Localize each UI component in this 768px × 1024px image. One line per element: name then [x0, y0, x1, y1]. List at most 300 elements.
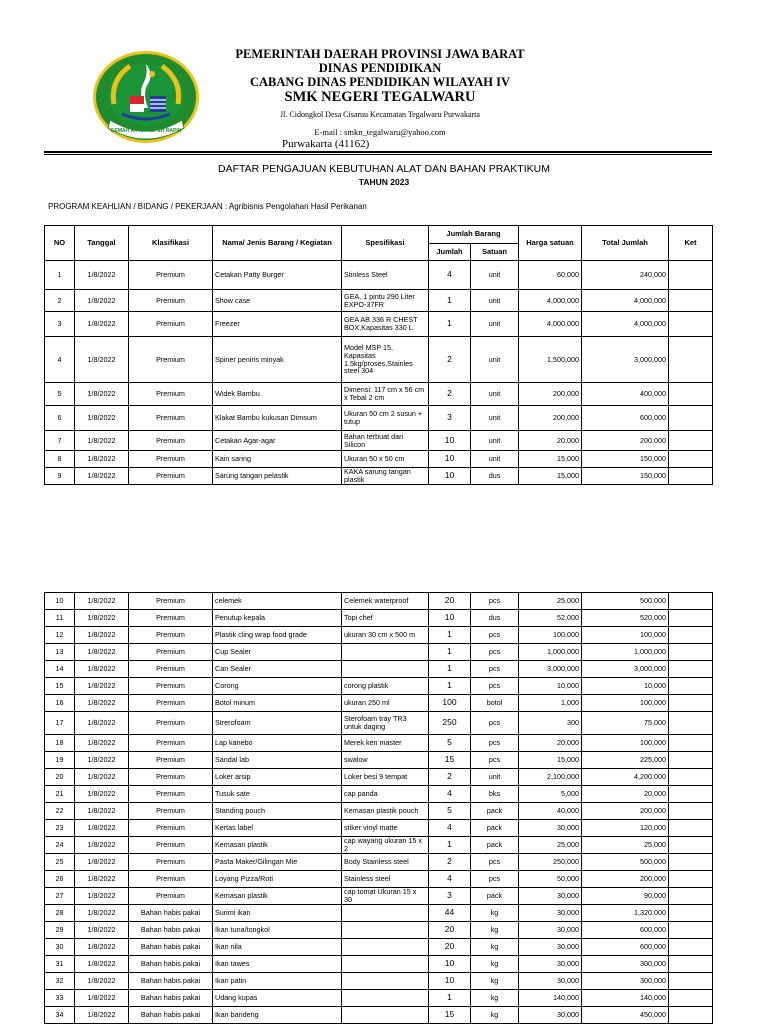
cell-jml: 3: [429, 888, 471, 905]
cell-total: 100,000: [582, 695, 669, 712]
table-row: [45, 661, 713, 678]
header-jumlah-barang: Jumlah Barang: [429, 226, 519, 244]
cell-nama: Can Sealer: [213, 661, 342, 678]
cell-sat: unit: [471, 312, 519, 337]
table-row: [45, 712, 713, 735]
table-row: [45, 261, 713, 290]
cell-nama: Loyang Pizza/Roti: [213, 871, 342, 888]
cell-no: 9: [45, 468, 75, 485]
cell-tgl: 1/8/2022: [75, 820, 129, 837]
cell-harga: 200,000: [519, 406, 582, 431]
cell-spek: [342, 661, 429, 678]
table-row: [45, 888, 713, 905]
cell-nama: Plastik cling wrap food grade: [213, 627, 342, 644]
school-address: Jl. Cidongkol Desa Cisaruu Kecamatan Tegalwaru Purwakarta: [280, 110, 480, 119]
cell-harga: 30,000: [519, 973, 582, 990]
cell-sat: kg: [471, 990, 519, 1007]
cell-no: 29: [45, 922, 75, 939]
cell-nama: Kertas label: [213, 820, 342, 837]
cell-tgl: 1/8/2022: [75, 431, 129, 451]
cell-spek: Dimensi: 117 cm x 56 cm x Tebal 2 cm: [342, 383, 429, 406]
table-row: [45, 735, 713, 752]
cell-spek: stiker vinyl matte: [342, 820, 429, 837]
table-row: [45, 752, 713, 769]
cell-harga: 250,000: [519, 854, 582, 871]
cell-sat: pcs: [471, 735, 519, 752]
cell-nama: Klakat Bambu kukusan Dimsum: [213, 406, 342, 431]
cell-sat: pcs: [471, 627, 519, 644]
cell-nama: Pasta Maker/Gilingan Mie: [213, 854, 342, 871]
cell-ket: [669, 888, 713, 905]
cell-jml: 15: [429, 752, 471, 769]
cell-no: 32: [45, 973, 75, 990]
letterhead-rule-thick: [44, 151, 712, 153]
table-row: [45, 871, 713, 888]
cell-ket: [669, 610, 713, 627]
school-name: SMK NEGERI TEGALWARU: [284, 89, 476, 105]
cell-ket: [669, 905, 713, 922]
table-row: [45, 451, 713, 468]
cell-spek: Celemek waterproof: [342, 593, 429, 610]
cell-spek: Bahan terbuat dari Silicon: [342, 431, 429, 451]
cell-kls: Premium: [129, 871, 213, 888]
cell-total: 600,000: [582, 939, 669, 956]
table-row: [45, 939, 713, 956]
cell-nama: Sarung tangan pelastik: [213, 468, 342, 485]
cell-kls: Premium: [129, 695, 213, 712]
cell-ket: [669, 752, 713, 769]
cell-sat: unit: [471, 261, 519, 290]
cell-sat: unit: [471, 406, 519, 431]
cell-nama: Show case: [213, 290, 342, 312]
cell-total: 400,000: [582, 383, 669, 406]
cell-no: 6: [45, 406, 75, 431]
cell-jml: 1: [429, 837, 471, 854]
cell-total: 3,000,000: [582, 661, 669, 678]
cell-no: 22: [45, 803, 75, 820]
cell-total: 20,000: [582, 786, 669, 803]
cell-spek: Model MSP 15, Kapasitas 1.5kg/proses,Stainles steel 304: [342, 337, 429, 383]
cell-spek: Ukuran 50 x 50 cm: [342, 451, 429, 468]
cell-spek: cap tomat Ukuran 15 x 30: [342, 888, 429, 905]
cell-kls: Premium: [129, 644, 213, 661]
cell-sat: pcs: [471, 752, 519, 769]
cell-no: 10: [45, 593, 75, 610]
cell-kls: Bahan habis pakai: [129, 939, 213, 956]
table-row: [45, 786, 713, 803]
cell-sat: dus: [471, 468, 519, 485]
header-spesifikasi: Spesifikasi: [342, 226, 429, 261]
cell-total: 600,000: [582, 406, 669, 431]
header-nama: Nama/ Jenis Barang / Kegiatan: [213, 226, 342, 261]
table-row: [45, 678, 713, 695]
cell-kls: Premium: [129, 593, 213, 610]
cell-total: 90,000: [582, 888, 669, 905]
table-row: [45, 695, 713, 712]
cell-ket: [669, 712, 713, 735]
cell-nama: Cup Sealer: [213, 644, 342, 661]
cell-kls: Premium: [129, 451, 213, 468]
cell-harga: 15,000: [519, 451, 582, 468]
header-no: NO: [45, 226, 75, 261]
cell-ket: [669, 854, 713, 871]
cell-sat: unit: [471, 769, 519, 786]
cell-no: 21: [45, 786, 75, 803]
cell-jml: 2: [429, 383, 471, 406]
cell-kls: Premium: [129, 769, 213, 786]
cell-no: 26: [45, 871, 75, 888]
cell-kls: Premium: [129, 752, 213, 769]
cell-spek: [342, 956, 429, 973]
cell-harga: 300: [519, 712, 582, 735]
cell-jml: 4: [429, 261, 471, 290]
cell-kls: Bahan habis pakai: [129, 1007, 213, 1024]
cell-jml: 1: [429, 312, 471, 337]
cell-spek: ukuran 250 ml: [342, 695, 429, 712]
cell-no: 20: [45, 769, 75, 786]
cell-jml: 3: [429, 406, 471, 431]
cell-nama: Cetakan Patty Burger: [213, 261, 342, 290]
cell-kls: Bahan habis pakai: [129, 905, 213, 922]
cell-tgl: 1/8/2022: [75, 644, 129, 661]
cell-kls: Bahan habis pakai: [129, 973, 213, 990]
cell-harga: 30,000: [519, 956, 582, 973]
cell-nama: Ikan bandeng: [213, 1007, 342, 1024]
cell-nama: Loker arsip: [213, 769, 342, 786]
cell-no: 23: [45, 820, 75, 837]
cell-total: 200,000: [582, 431, 669, 451]
cell-total: 140,000: [582, 990, 669, 1007]
cell-kls: Premium: [129, 803, 213, 820]
cell-total: 10,000: [582, 678, 669, 695]
cell-ket: [669, 451, 713, 468]
gov-line: PEMERINTAH DAERAH PROVINSI JAWA BARAT: [235, 47, 525, 61]
table-row: [45, 922, 713, 939]
cell-tgl: 1/8/2022: [75, 290, 129, 312]
cell-total: 1,000,000: [582, 644, 669, 661]
cell-tgl: 1/8/2022: [75, 593, 129, 610]
cell-ket: [669, 956, 713, 973]
cell-nama: Kemasan plastik: [213, 837, 342, 854]
table-row: [45, 769, 713, 786]
cell-tgl: 1/8/2022: [75, 451, 129, 468]
cell-tgl: 1/8/2022: [75, 769, 129, 786]
cell-jml: 15: [429, 1007, 471, 1024]
table-row: [45, 803, 713, 820]
cell-total: 150,000: [582, 451, 669, 468]
cell-kls: Premium: [129, 468, 213, 485]
cell-kls: Premium: [129, 431, 213, 451]
cell-tgl: 1/8/2022: [75, 712, 129, 735]
cell-nama: Widek Bambu: [213, 383, 342, 406]
cell-tgl: 1/8/2022: [75, 990, 129, 1007]
cell-no: 13: [45, 644, 75, 661]
cell-no: 34: [45, 1007, 75, 1024]
cell-harga: 1,000: [519, 695, 582, 712]
cell-harga: 30,000: [519, 939, 582, 956]
cell-jml: 10: [429, 973, 471, 990]
cell-no: 7: [45, 431, 75, 451]
cell-harga: 2,100,000: [519, 769, 582, 786]
cell-harga: 30,000: [519, 1007, 582, 1024]
cell-nama: celemek: [213, 593, 342, 610]
cell-tgl: 1/8/2022: [75, 735, 129, 752]
table-row: [45, 383, 713, 406]
cell-ket: [669, 939, 713, 956]
cell-tgl: 1/8/2022: [75, 922, 129, 939]
cell-kls: Premium: [129, 627, 213, 644]
cell-tgl: 1/8/2022: [75, 837, 129, 854]
cell-spek: [342, 939, 429, 956]
cell-tgl: 1/8/2022: [75, 383, 129, 406]
table-row: [45, 990, 713, 1007]
cell-spek: Body Stainless steel: [342, 854, 429, 871]
cell-total: 240,000: [582, 261, 669, 290]
cell-kls: Premium: [129, 406, 213, 431]
cell-ket: [669, 820, 713, 837]
cell-total: 100,000: [582, 735, 669, 752]
table-row: [45, 431, 713, 451]
cell-jml: 20: [429, 939, 471, 956]
cell-total: 4,000,000: [582, 312, 669, 337]
cell-no: 25: [45, 854, 75, 871]
cell-nama: Freezer: [213, 312, 342, 337]
branch-line: CABANG DINAS PENDIDIKAN WILAYAH IV: [249, 75, 510, 89]
cell-total: 500,000: [582, 854, 669, 871]
cell-spek: GEA AB 336 R CHEST BOX,Kapasitas 330 L: [342, 312, 429, 337]
cell-tgl: 1/8/2022: [75, 956, 129, 973]
cell-sat: pcs: [471, 593, 519, 610]
cell-ket: [669, 990, 713, 1007]
cell-jml: 44: [429, 905, 471, 922]
cell-no: 27: [45, 888, 75, 905]
cell-no: 2: [45, 290, 75, 312]
cell-nama: Udang kupas: [213, 990, 342, 1007]
header-ket: Ket: [669, 226, 713, 261]
cell-sat: bks: [471, 786, 519, 803]
cell-harga: 30,000: [519, 888, 582, 905]
cell-nama: Cetakan Agar-agar: [213, 431, 342, 451]
cell-spek: Topi chef: [342, 610, 429, 627]
cell-ket: [669, 786, 713, 803]
cell-no: 11: [45, 610, 75, 627]
school-email: E-mail : smkn_tegalwaru@yahoo.com: [314, 127, 446, 137]
cell-jml: 10: [429, 468, 471, 485]
cell-kls: Bahan habis pakai: [129, 922, 213, 939]
cell-ket: [669, 627, 713, 644]
cell-kls: Premium: [129, 312, 213, 337]
cell-nama: Surimi ikan: [213, 905, 342, 922]
cell-harga: 1,000,000: [519, 644, 582, 661]
cell-kls: Premium: [129, 786, 213, 803]
cell-tgl: 1/8/2022: [75, 803, 129, 820]
cell-ket: [669, 644, 713, 661]
cell-spek: [342, 922, 429, 939]
cell-jml: 2: [429, 769, 471, 786]
cell-no: 16: [45, 695, 75, 712]
cell-total: 4,000,000: [582, 290, 669, 312]
letterhead-text: [230, 48, 530, 153]
cell-harga: 30,000: [519, 820, 582, 837]
emblem-motto: GEMAH RIPAH REPEH RAPIH: [110, 128, 182, 134]
cell-jml: 100: [429, 695, 471, 712]
cell-jml: 20: [429, 593, 471, 610]
table-row: [45, 312, 713, 337]
cell-jml: 2: [429, 337, 471, 383]
cell-nama: Corong: [213, 678, 342, 695]
cell-spek: Sterofoam tray TR3 untuk daging: [342, 712, 429, 735]
cell-harga: 4,000,000: [519, 290, 582, 312]
cell-harga: 25,000: [519, 837, 582, 854]
cell-kls: Premium: [129, 290, 213, 312]
cell-harga: 15,000: [519, 752, 582, 769]
cell-jml: 1: [429, 627, 471, 644]
cell-tgl: 1/8/2022: [75, 312, 129, 337]
cell-jml: 1: [429, 990, 471, 1007]
cell-harga: 4,000,000: [519, 312, 582, 337]
cell-tgl: 1/8/2022: [75, 406, 129, 431]
cell-spek: [342, 905, 429, 922]
cell-jml: 10: [429, 451, 471, 468]
cell-no: 31: [45, 956, 75, 973]
cell-no: 8: [45, 451, 75, 468]
cell-total: 500,000: [582, 593, 669, 610]
cell-spek: KAKA sarung tangan plastik: [342, 468, 429, 485]
cell-sat: kg: [471, 1007, 519, 1024]
table-row: [45, 610, 713, 627]
cell-total: 200,000: [582, 871, 669, 888]
cell-no: 12: [45, 627, 75, 644]
cell-spek: cap panda: [342, 786, 429, 803]
cell-tgl: 1/8/2022: [75, 973, 129, 990]
cell-total: 4,200,000: [582, 769, 669, 786]
cell-tgl: 1/8/2022: [75, 871, 129, 888]
cell-no: 17: [45, 712, 75, 735]
west-java-emblem-icon: [92, 50, 200, 144]
cell-jml: 5: [429, 735, 471, 752]
cell-tgl: 1/8/2022: [75, 786, 129, 803]
cell-harga: 40,000: [519, 803, 582, 820]
cell-no: 15: [45, 678, 75, 695]
cell-jml: 250: [429, 712, 471, 735]
cell-sat: pack: [471, 803, 519, 820]
cell-kls: Premium: [129, 854, 213, 871]
cell-jml: 4: [429, 820, 471, 837]
cell-harga: 100,000: [519, 627, 582, 644]
cell-kls: Premium: [129, 888, 213, 905]
cell-spek: Ukuran 50 cm 2 susun + tutup: [342, 406, 429, 431]
cell-nama: Strerofoam: [213, 712, 342, 735]
cell-tgl: 1/8/2022: [75, 888, 129, 905]
cell-total: 600,000: [582, 922, 669, 939]
cell-jml: 5: [429, 803, 471, 820]
cell-ket: [669, 769, 713, 786]
cell-kls: Premium: [129, 383, 213, 406]
cell-nama: Botol minum: [213, 695, 342, 712]
table-row: [45, 593, 713, 610]
cell-spek: GEA, 1 pintu 290 Liter EXPO-37FR: [342, 290, 429, 312]
cell-sat: kg: [471, 956, 519, 973]
cell-no: 28: [45, 905, 75, 922]
cell-no: 33: [45, 990, 75, 1007]
document-title: DAFTAR PENGAJUAN KEBUTUHAN ALAT DAN BAHAN PRAKTIKUM: [218, 163, 550, 175]
cell-sat: kg: [471, 973, 519, 990]
cell-spek: ukuran 30 cm x 500 m: [342, 627, 429, 644]
cell-no: 1: [45, 261, 75, 290]
cell-harga: 140,000: [519, 990, 582, 1007]
cell-spek: [342, 990, 429, 1007]
cell-spek: swalow: [342, 752, 429, 769]
cell-kls: Premium: [129, 820, 213, 837]
cell-ket: [669, 593, 713, 610]
cell-harga: 60,000: [519, 261, 582, 290]
cell-harga: 10,000: [519, 678, 582, 695]
cell-tgl: 1/8/2022: [75, 661, 129, 678]
cell-nama: Ikan patin: [213, 973, 342, 990]
cell-nama: Spiner peniris minyak: [213, 337, 342, 383]
cell-no: 18: [45, 735, 75, 752]
cell-nama: Lap kanebo: [213, 735, 342, 752]
cell-sat: pcs: [471, 661, 519, 678]
cell-total: 300,000: [582, 956, 669, 973]
header-satuan: Satuan: [471, 244, 519, 261]
header-klasifikasi: Klasifikasi: [129, 226, 213, 261]
table-row: [45, 468, 713, 485]
table-row: [45, 406, 713, 431]
request-table-part-1: [44, 225, 713, 485]
cell-ket: [669, 803, 713, 820]
cell-tgl: 1/8/2022: [75, 261, 129, 290]
request-table-part-2: [44, 592, 713, 1024]
header-jumlah: Jumlah: [429, 244, 471, 261]
cell-total: 520,000: [582, 610, 669, 627]
cell-tgl: 1/8/2022: [75, 610, 129, 627]
table-row: [45, 1007, 713, 1024]
cell-ket: [669, 383, 713, 406]
cell-spek: Stinless Steel: [342, 261, 429, 290]
cell-nama: Tusuk sate: [213, 786, 342, 803]
cell-tgl: 1/8/2022: [75, 1007, 129, 1024]
cell-kls: Premium: [129, 261, 213, 290]
cell-no: 30: [45, 939, 75, 956]
cell-total: 200,000: [582, 803, 669, 820]
cell-spek: Stainless steel: [342, 871, 429, 888]
cell-total: 450,000: [582, 1007, 669, 1024]
cell-no: 14: [45, 661, 75, 678]
cell-total: 225,000: [582, 752, 669, 769]
cell-harga: 3,000,000: [519, 661, 582, 678]
cell-jml: 10: [429, 956, 471, 973]
program-label: PROGRAM KEAHLIAN / BIDANG / PEKERJAAN : Agribisnis Pengolahan Hasil Perikanan: [48, 202, 367, 211]
table-row: [45, 973, 713, 990]
cell-sat: unit: [471, 337, 519, 383]
cell-sat: pack: [471, 820, 519, 837]
cell-ket: [669, 468, 713, 485]
cell-sat: pack: [471, 888, 519, 905]
header-harga: Harga satuan: [519, 226, 582, 261]
cell-total: 300,000: [582, 973, 669, 990]
cell-harga: 200,000: [519, 383, 582, 406]
cell-harga: 20,000: [519, 735, 582, 752]
cell-jml: 10: [429, 610, 471, 627]
cell-nama: Kain saring: [213, 451, 342, 468]
cell-jml: 4: [429, 786, 471, 803]
cell-sat: pack: [471, 837, 519, 854]
cell-sat: kg: [471, 939, 519, 956]
cell-kls: Premium: [129, 337, 213, 383]
cell-ket: [669, 837, 713, 854]
cell-spek: [342, 644, 429, 661]
